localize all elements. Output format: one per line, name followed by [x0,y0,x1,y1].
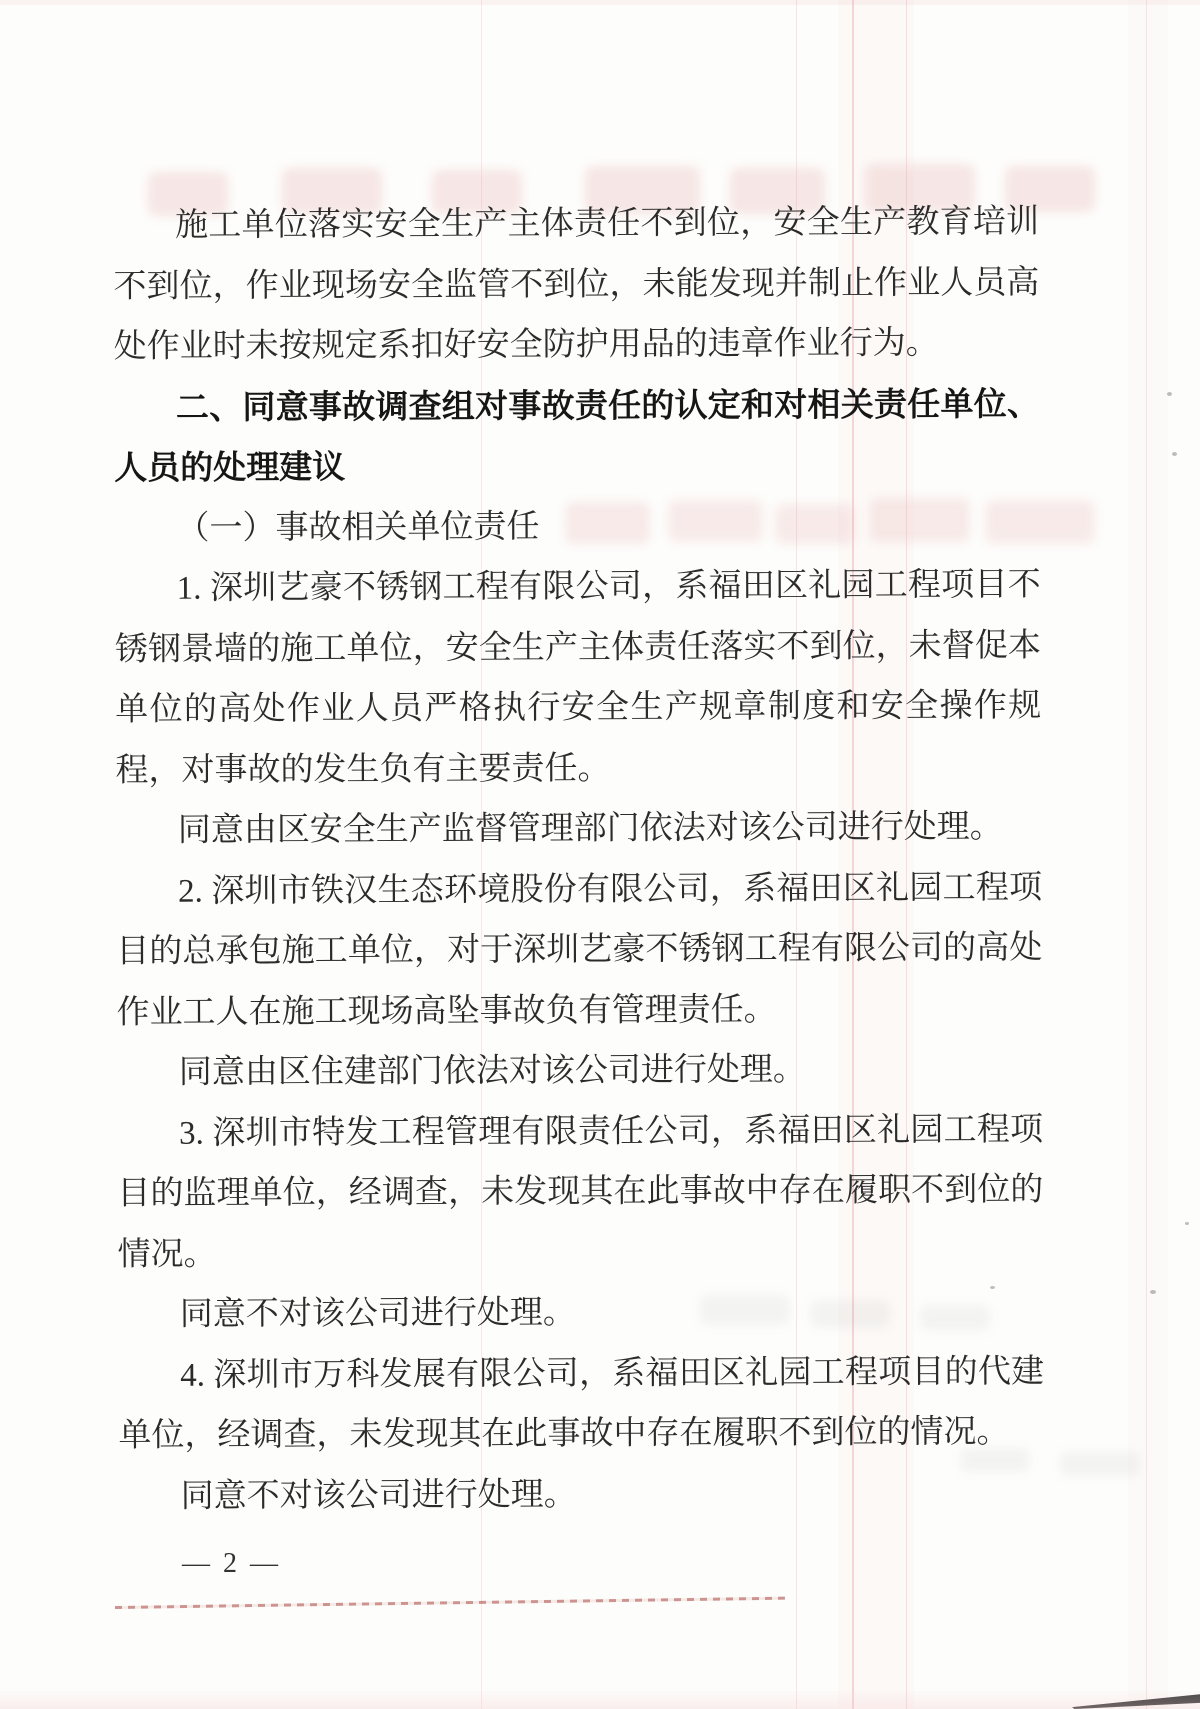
text-line: 施工单位落实安全生产主体责任不到位，安全生产教育培训 [175,203,1040,244]
page-number: — 2 — [182,1548,281,1579]
text-line: 目的监理单位，经调查，未发现其在此事故中存在履职不到位的 [117,1171,1044,1212]
text-line: 单位的高处作业人员严格执行安全生产规章制度和安全操作规 [115,687,1042,728]
text-line: （一）事故相关单位责任 [176,508,540,547]
scan-speck [1167,392,1172,396]
scan-edge-tint-top [0,0,1200,5]
scan-scratch-line [115,1597,785,1609]
text-line: 同意不对该公司进行处理。 [179,1294,576,1333]
text-line: 不到位，作业现场安全监管不到位，未能发现并制止作业人员高 [113,264,1040,305]
scan-speck [1150,1290,1156,1294]
text-line: 2. 深圳市铁汉生态环境股份有限公司，系福田区礼园工程项 [177,869,1043,910]
text-line: 锈钢景墙的施工单位，安全生产主体责任落实不到位，未督促本 [114,627,1042,668]
text-line: 单位，经调查，未发现其在此事故中存在履职不到位的情况。 [118,1414,1010,1454]
text-line: 作业工人在施工现场高坠事故负有管理责任。 [116,991,777,1031]
scan-speck [1185,1222,1189,1225]
scan-streak [1146,0,1147,1709]
text-line: 处作业时未按规定系扣好安全防护用品的违章作业行为。 [113,325,939,365]
text-line: 程，对事故的发生负有主要责任。 [115,750,611,789]
text-line: 3. 深圳市特发工程管理有限责任公司，系福田区礼园工程项 [179,1111,1044,1152]
bleedthrough-smudge [1060,1452,1140,1476]
document-body [113,192,1045,1527]
text-line: 人员的处理建议 [114,447,346,486]
text-line: 1. 深圳艺豪不锈钢工程有限公司，系福田区礼园工程项目不 [176,566,1041,607]
text-line: 4. 深圳市万科发展有限公司，系福田区礼园工程项目的代建 [180,1353,1045,1394]
text-line: 情况。 [117,1236,217,1273]
text-line: 目的总承包施工单位，对于深圳艺豪不锈钢工程有限公司的高处 [116,929,1043,970]
text-line: 同意由区住建部门依法对该公司进行处理。 [178,1051,806,1091]
text-line: 同意由区安全生产监督管理部门依法对该公司进行处理。 [177,809,1003,849]
scan-edge-tint-bottom [0,1691,1200,1709]
text-line: 同意不对该公司进行处理。 [180,1476,577,1515]
scan-speck [1172,452,1177,456]
text-line: 二、同意事故调查组对事故责任的认定和对相关责任单位、 [175,384,1040,426]
